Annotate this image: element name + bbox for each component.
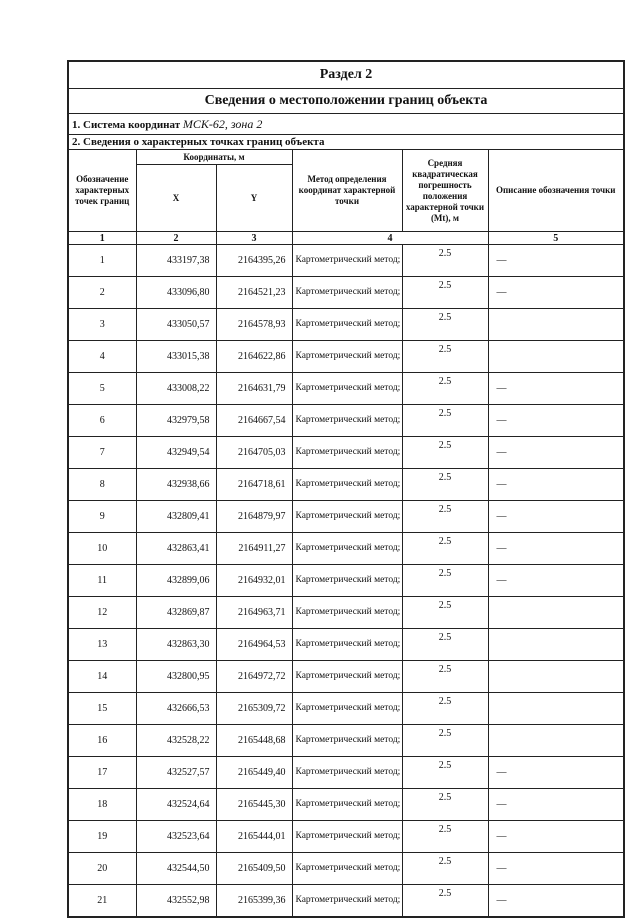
error-cell: 2.5 bbox=[402, 373, 488, 405]
col-number: 2 bbox=[136, 232, 216, 245]
method-cell: Картометрический метод; bbox=[292, 725, 402, 757]
error-cell: 2.5 bbox=[402, 501, 488, 533]
coord-x-cell: 432863,30 bbox=[136, 629, 216, 661]
error-cell: 2.5 bbox=[402, 309, 488, 341]
table-row bbox=[68, 853, 624, 885]
method-cell: Картометрический метод; bbox=[292, 693, 402, 725]
coord-y-cell: 2165449,40 bbox=[216, 757, 292, 789]
points-section-title: 2. Сведения о характерных точках границ объекта bbox=[68, 135, 624, 150]
document-sheet bbox=[67, 60, 623, 918]
coord-x-cell: 432949,54 bbox=[136, 437, 216, 469]
point-number-cell: 13 bbox=[68, 629, 136, 661]
coord-x-cell: 432899,06 bbox=[136, 565, 216, 597]
method-cell: Картометрический метод; bbox=[292, 533, 402, 565]
col-number: 3 bbox=[216, 232, 292, 245]
description-cell: — bbox=[488, 405, 624, 437]
coord-x-cell: 432524,64 bbox=[136, 789, 216, 821]
coord-y-cell: 2164879,97 bbox=[216, 501, 292, 533]
coord-system-value: МСК-62, зона 2 bbox=[182, 116, 263, 131]
description-cell: — bbox=[488, 789, 624, 821]
table-row bbox=[68, 629, 624, 661]
table-row bbox=[68, 693, 624, 725]
table-row bbox=[68, 821, 624, 853]
table-row bbox=[68, 597, 624, 629]
coord-y-cell: 2164911,27 bbox=[216, 533, 292, 565]
error-cell: 2.5 bbox=[402, 597, 488, 629]
description-cell: — bbox=[488, 821, 624, 853]
col-header-description: Описание обозначения точки bbox=[488, 150, 624, 232]
coord-system-label: 1. Система координат bbox=[72, 118, 181, 131]
point-number-cell: 19 bbox=[68, 821, 136, 853]
error-cell: 2.5 bbox=[402, 437, 488, 469]
method-cell: Картометрический метод; bbox=[292, 469, 402, 501]
coord-x-cell: 432528,22 bbox=[136, 725, 216, 757]
error-cell: 2.5 bbox=[402, 821, 488, 853]
col-header-point: Обозначение характерных точек границ bbox=[68, 150, 136, 232]
description-cell bbox=[488, 597, 624, 629]
method-cell: Картометрический метод; bbox=[292, 885, 402, 918]
coord-y-cell: 2165444,01 bbox=[216, 821, 292, 853]
point-number-cell: 16 bbox=[68, 725, 136, 757]
method-cell: Картометрический метод; bbox=[292, 789, 402, 821]
col-number: 4 bbox=[292, 232, 488, 245]
error-cell: 2.5 bbox=[402, 469, 488, 501]
coordinates-table bbox=[67, 60, 625, 918]
coord-y-cell: 2164964,53 bbox=[216, 629, 292, 661]
col-number: 1 bbox=[68, 232, 136, 245]
error-cell: 2.5 bbox=[402, 565, 488, 597]
table-row bbox=[68, 469, 624, 501]
coord-y-cell: 2165309,72 bbox=[216, 693, 292, 725]
error-cell: 2.5 bbox=[402, 757, 488, 789]
point-number-cell: 5 bbox=[68, 373, 136, 405]
error-cell: 2.5 bbox=[402, 661, 488, 693]
table-row bbox=[68, 789, 624, 821]
description-cell bbox=[488, 341, 624, 373]
point-number-cell: 11 bbox=[68, 565, 136, 597]
coord-x-cell: 433015,38 bbox=[136, 341, 216, 373]
point-number-cell: 4 bbox=[68, 341, 136, 373]
col-header-coordinates: Координаты, м bbox=[136, 150, 292, 165]
description-cell: — bbox=[488, 757, 624, 789]
coord-system-row bbox=[68, 114, 624, 135]
error-cell: 2.5 bbox=[402, 725, 488, 757]
description-cell: — bbox=[488, 469, 624, 501]
coord-x-cell: 432938,66 bbox=[136, 469, 216, 501]
description-cell: — bbox=[488, 245, 624, 277]
description-cell: — bbox=[488, 437, 624, 469]
table-row bbox=[68, 437, 624, 469]
method-cell: Картометрический метод; bbox=[292, 341, 402, 373]
coord-y-cell: 2164972,72 bbox=[216, 661, 292, 693]
coord-y-cell: 2165399,36 bbox=[216, 885, 292, 918]
method-cell: Картометрический метод; bbox=[292, 405, 402, 437]
coord-x-cell: 433096,80 bbox=[136, 277, 216, 309]
point-number-cell: 2 bbox=[68, 277, 136, 309]
method-cell: Картометрический метод; bbox=[292, 309, 402, 341]
coord-y-cell: 2164631,79 bbox=[216, 373, 292, 405]
coord-x-cell: 432527,57 bbox=[136, 757, 216, 789]
coord-y-cell: 2165409,50 bbox=[216, 853, 292, 885]
method-cell: Картометрический метод; bbox=[292, 821, 402, 853]
table-row bbox=[68, 725, 624, 757]
coord-x-cell: 433050,57 bbox=[136, 309, 216, 341]
col-number: 5 bbox=[488, 232, 624, 245]
point-number-cell: 7 bbox=[68, 437, 136, 469]
point-number-cell: 9 bbox=[68, 501, 136, 533]
coord-y-cell: 2164622,86 bbox=[216, 341, 292, 373]
error-cell: 2.5 bbox=[402, 789, 488, 821]
table-row bbox=[68, 885, 624, 918]
method-cell: Картометрический метод; bbox=[292, 437, 402, 469]
error-cell: 2.5 bbox=[402, 853, 488, 885]
point-number-cell: 12 bbox=[68, 597, 136, 629]
table-row bbox=[68, 661, 624, 693]
description-cell: — bbox=[488, 853, 624, 885]
table-row bbox=[68, 373, 624, 405]
coord-x-cell: 432869,87 bbox=[136, 597, 216, 629]
error-cell: 2.5 bbox=[402, 533, 488, 565]
col-header-method: Метод определения координат характерной точки bbox=[292, 150, 402, 232]
coord-y-cell: 2164521,23 bbox=[216, 277, 292, 309]
table-row bbox=[68, 501, 624, 533]
point-number-cell: 20 bbox=[68, 853, 136, 885]
error-cell: 2.5 bbox=[402, 405, 488, 437]
coord-y-cell: 2164963,71 bbox=[216, 597, 292, 629]
point-number-cell: 1 bbox=[68, 245, 136, 277]
table-row bbox=[68, 277, 624, 309]
description-cell: — bbox=[488, 885, 624, 918]
description-cell: — bbox=[488, 277, 624, 309]
description-cell: — bbox=[488, 373, 624, 405]
method-cell: Картометрический метод; bbox=[292, 565, 402, 597]
point-number-cell: 17 bbox=[68, 757, 136, 789]
coord-x-cell: 432979,58 bbox=[136, 405, 216, 437]
coord-y-cell: 2164395,26 bbox=[216, 245, 292, 277]
description-cell: — bbox=[488, 501, 624, 533]
point-number-cell: 21 bbox=[68, 885, 136, 918]
method-cell: Картометрический метод; bbox=[292, 245, 402, 277]
method-cell: Картометрический метод; bbox=[292, 629, 402, 661]
method-cell: Картометрический метод; bbox=[292, 661, 402, 693]
description-cell: — bbox=[488, 533, 624, 565]
coord-y-cell: 2164667,54 bbox=[216, 405, 292, 437]
method-cell: Картометрический метод; bbox=[292, 597, 402, 629]
error-cell: 2.5 bbox=[402, 693, 488, 725]
point-number-cell: 14 bbox=[68, 661, 136, 693]
coord-y-cell: 2165445,30 bbox=[216, 789, 292, 821]
table-row bbox=[68, 757, 624, 789]
point-number-cell: 6 bbox=[68, 405, 136, 437]
point-number-cell: 3 bbox=[68, 309, 136, 341]
section-title: Раздел 2 bbox=[68, 61, 624, 89]
point-number-cell: 18 bbox=[68, 789, 136, 821]
table-row bbox=[68, 341, 624, 373]
method-cell: Картометрический метод; bbox=[292, 277, 402, 309]
table-row bbox=[68, 533, 624, 565]
table-row bbox=[68, 405, 624, 437]
method-cell: Картометрический метод; bbox=[292, 757, 402, 789]
description-cell bbox=[488, 693, 624, 725]
point-number-cell: 8 bbox=[68, 469, 136, 501]
coord-x-cell: 433197,38 bbox=[136, 245, 216, 277]
method-cell: Картометрический метод; bbox=[292, 373, 402, 405]
col-header-y: Y bbox=[216, 165, 292, 232]
error-cell: 2.5 bbox=[402, 341, 488, 373]
method-cell: Картометрический метод; bbox=[292, 501, 402, 533]
coord-y-cell: 2165448,68 bbox=[216, 725, 292, 757]
coord-x-cell: 432544,50 bbox=[136, 853, 216, 885]
coord-x-cell: 432523,64 bbox=[136, 821, 216, 853]
coord-x-cell: 433008,22 bbox=[136, 373, 216, 405]
coord-y-cell: 2164705,03 bbox=[216, 437, 292, 469]
description-cell: — bbox=[488, 565, 624, 597]
coord-x-cell: 432863,41 bbox=[136, 533, 216, 565]
col-header-x: X bbox=[136, 165, 216, 232]
description-cell bbox=[488, 725, 624, 757]
coord-y-cell: 2164718,61 bbox=[216, 469, 292, 501]
coord-x-cell: 432552,98 bbox=[136, 885, 216, 918]
coord-y-cell: 2164578,93 bbox=[216, 309, 292, 341]
error-cell: 2.5 bbox=[402, 629, 488, 661]
coord-x-cell: 432800,95 bbox=[136, 661, 216, 693]
description-cell bbox=[488, 309, 624, 341]
description-cell bbox=[488, 661, 624, 693]
error-cell: 2.5 bbox=[402, 245, 488, 277]
error-cell: 2.5 bbox=[402, 277, 488, 309]
table-row bbox=[68, 565, 624, 597]
table-row bbox=[68, 309, 624, 341]
col-header-error: Средняя квадратическая погрешность положения характерной точки (Mt), м bbox=[402, 150, 488, 232]
error-cell: 2.5 bbox=[402, 885, 488, 918]
coord-x-cell: 432666,53 bbox=[136, 693, 216, 725]
coord-x-cell: 432809,41 bbox=[136, 501, 216, 533]
section-subtitle: Сведения о местоположении границ объекта bbox=[68, 89, 624, 114]
description-cell bbox=[488, 629, 624, 661]
method-cell: Картометрический метод; bbox=[292, 853, 402, 885]
point-number-cell: 15 bbox=[68, 693, 136, 725]
coord-y-cell: 2164932,01 bbox=[216, 565, 292, 597]
table-row bbox=[68, 245, 624, 277]
point-number-cell: 10 bbox=[68, 533, 136, 565]
